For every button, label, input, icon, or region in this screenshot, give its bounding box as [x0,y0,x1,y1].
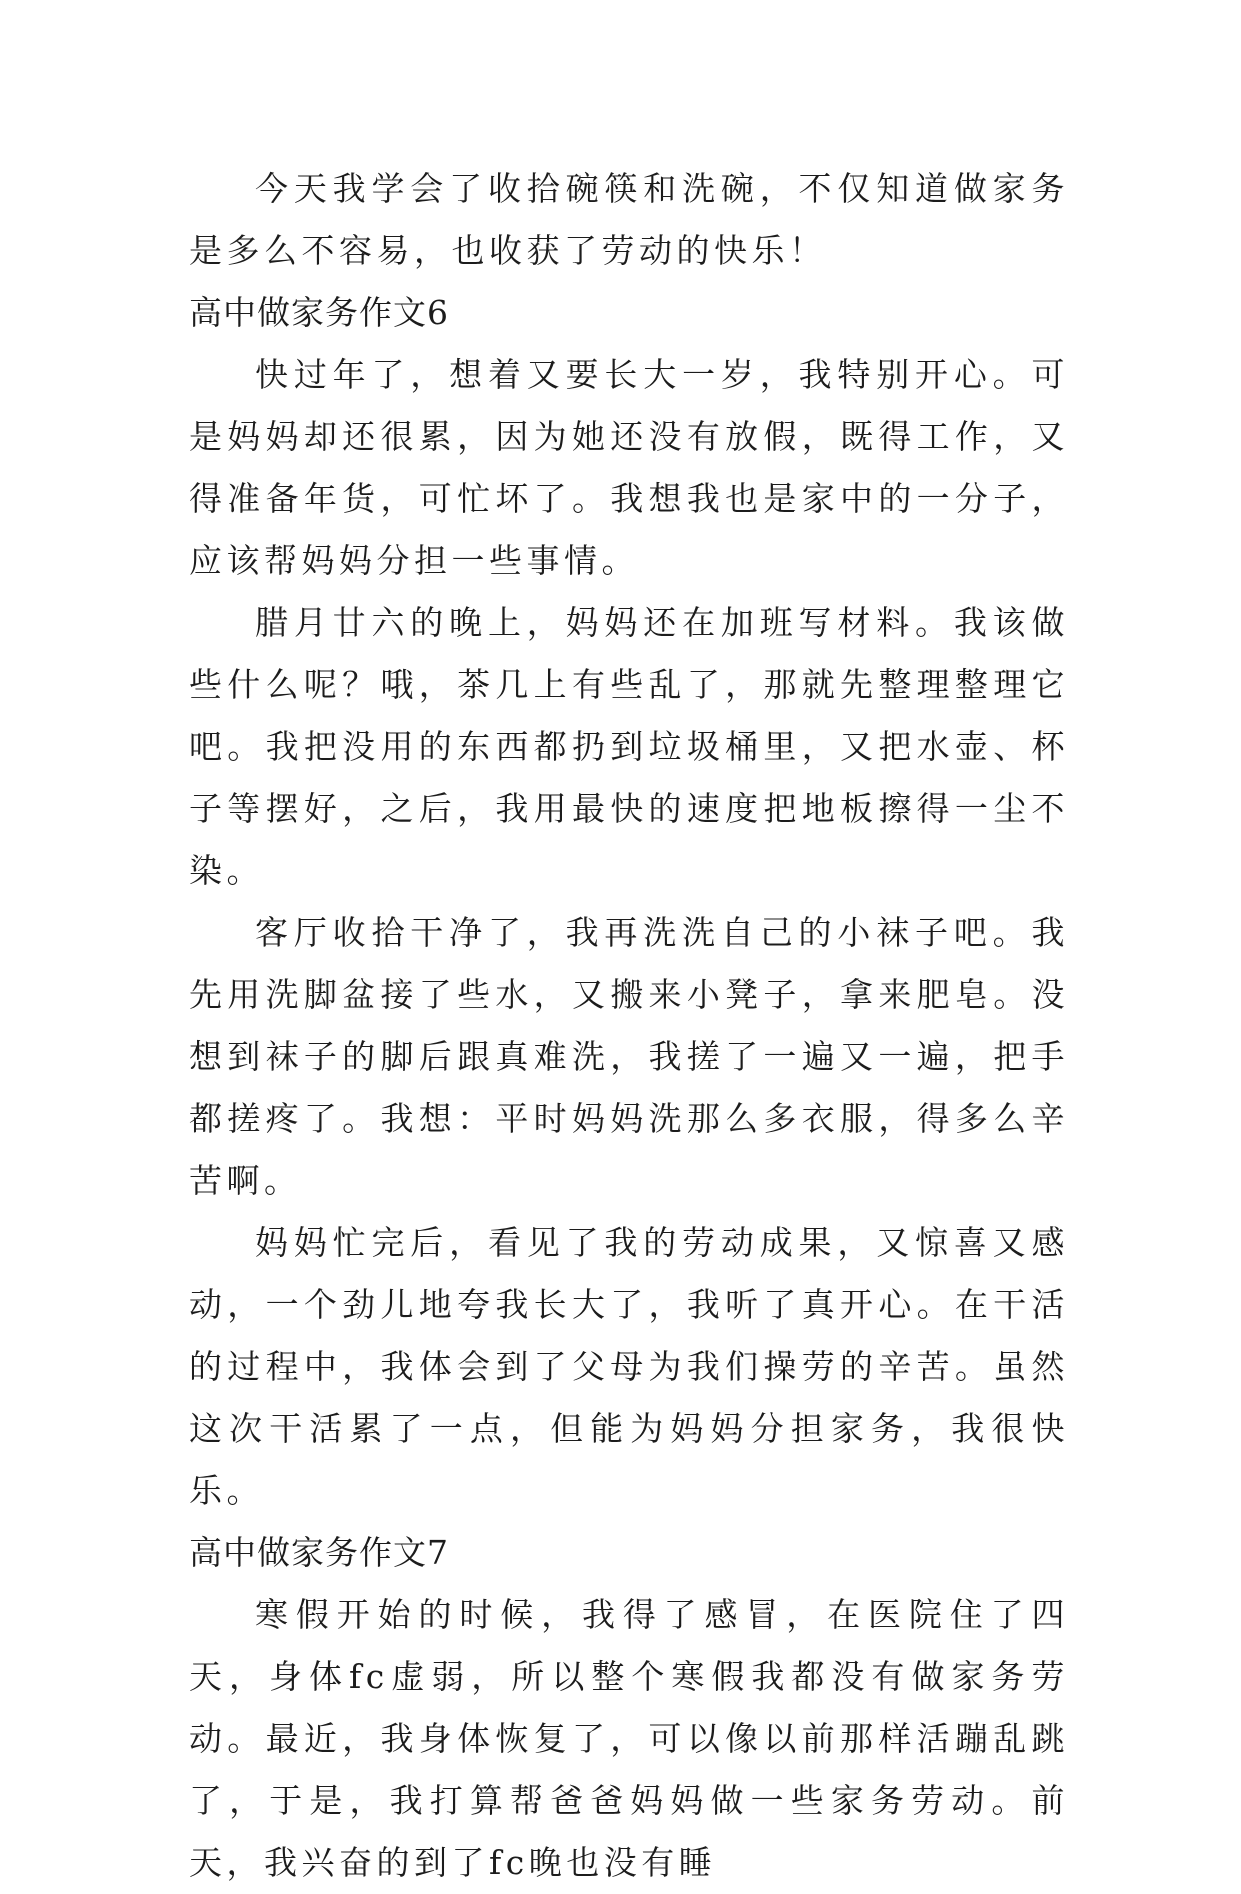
section-heading: 高中做家务作文7 [189,1533,449,1572]
section-heading: 高中做家务作文6 [189,293,449,332]
paragraph: 快过年了，想着又要长大一岁，我特别开心。可是妈妈却还很累，因为她还没有放假，既得工作，又得准备年货，可忙坏了。我想我也是家中的一分子，应该帮妈妈分担一些事情。 [189,355,1069,580]
paragraph: 今天我学会了收拾碗筷和洗碗，不仅知道做家务是多么不容易，也收获了劳动的快乐！ [189,169,1069,270]
paragraph: 腊月廿六的晚上，妈妈还在加班写材料。我该做些什么呢？哦，茶几上有些乱了，那就先整理整理它吧。我把没用的东西都扔到垃圾桶里，又把水壶、杯子等摆好，之后，我用最快的速度把地板擦得一尘不染。 [189,603,1069,890]
document-body [189,158,1069,1894]
paragraph: 客厅收拾干净了，我再洗洗自己的小袜子吧。我先用洗脚盆接了些水，又搬来小凳子，拿来肥皂。没想到袜子的脚后跟真难洗，我搓了一遍又一遍，把手都搓疼了。我想：平时妈妈洗那么多衣服，得多么辛苦啊。 [189,913,1069,1200]
paragraph: 寒假开始的时候，我得了感冒，在医院住了四天，身体fc虚弱，所以整个寒假我都没有做家务劳动。最近，我身体恢复了，可以像以前那样活蹦乱跳了，于是，我打算帮爸爸妈妈做一些家务劳动。前天，我兴奋的到了fc晚也没有睡 [189,1595,1069,1882]
paragraph: 妈妈忙完后，看见了我的劳动成果，又惊喜又感动，一个劲儿地夸我长大了，我听了真开心。在干活的过程中，我体会到了父母为我们操劳的辛苦。虽然这次干活累了一点，但能为妈妈分担家务，我很快乐。 [189,1223,1069,1510]
